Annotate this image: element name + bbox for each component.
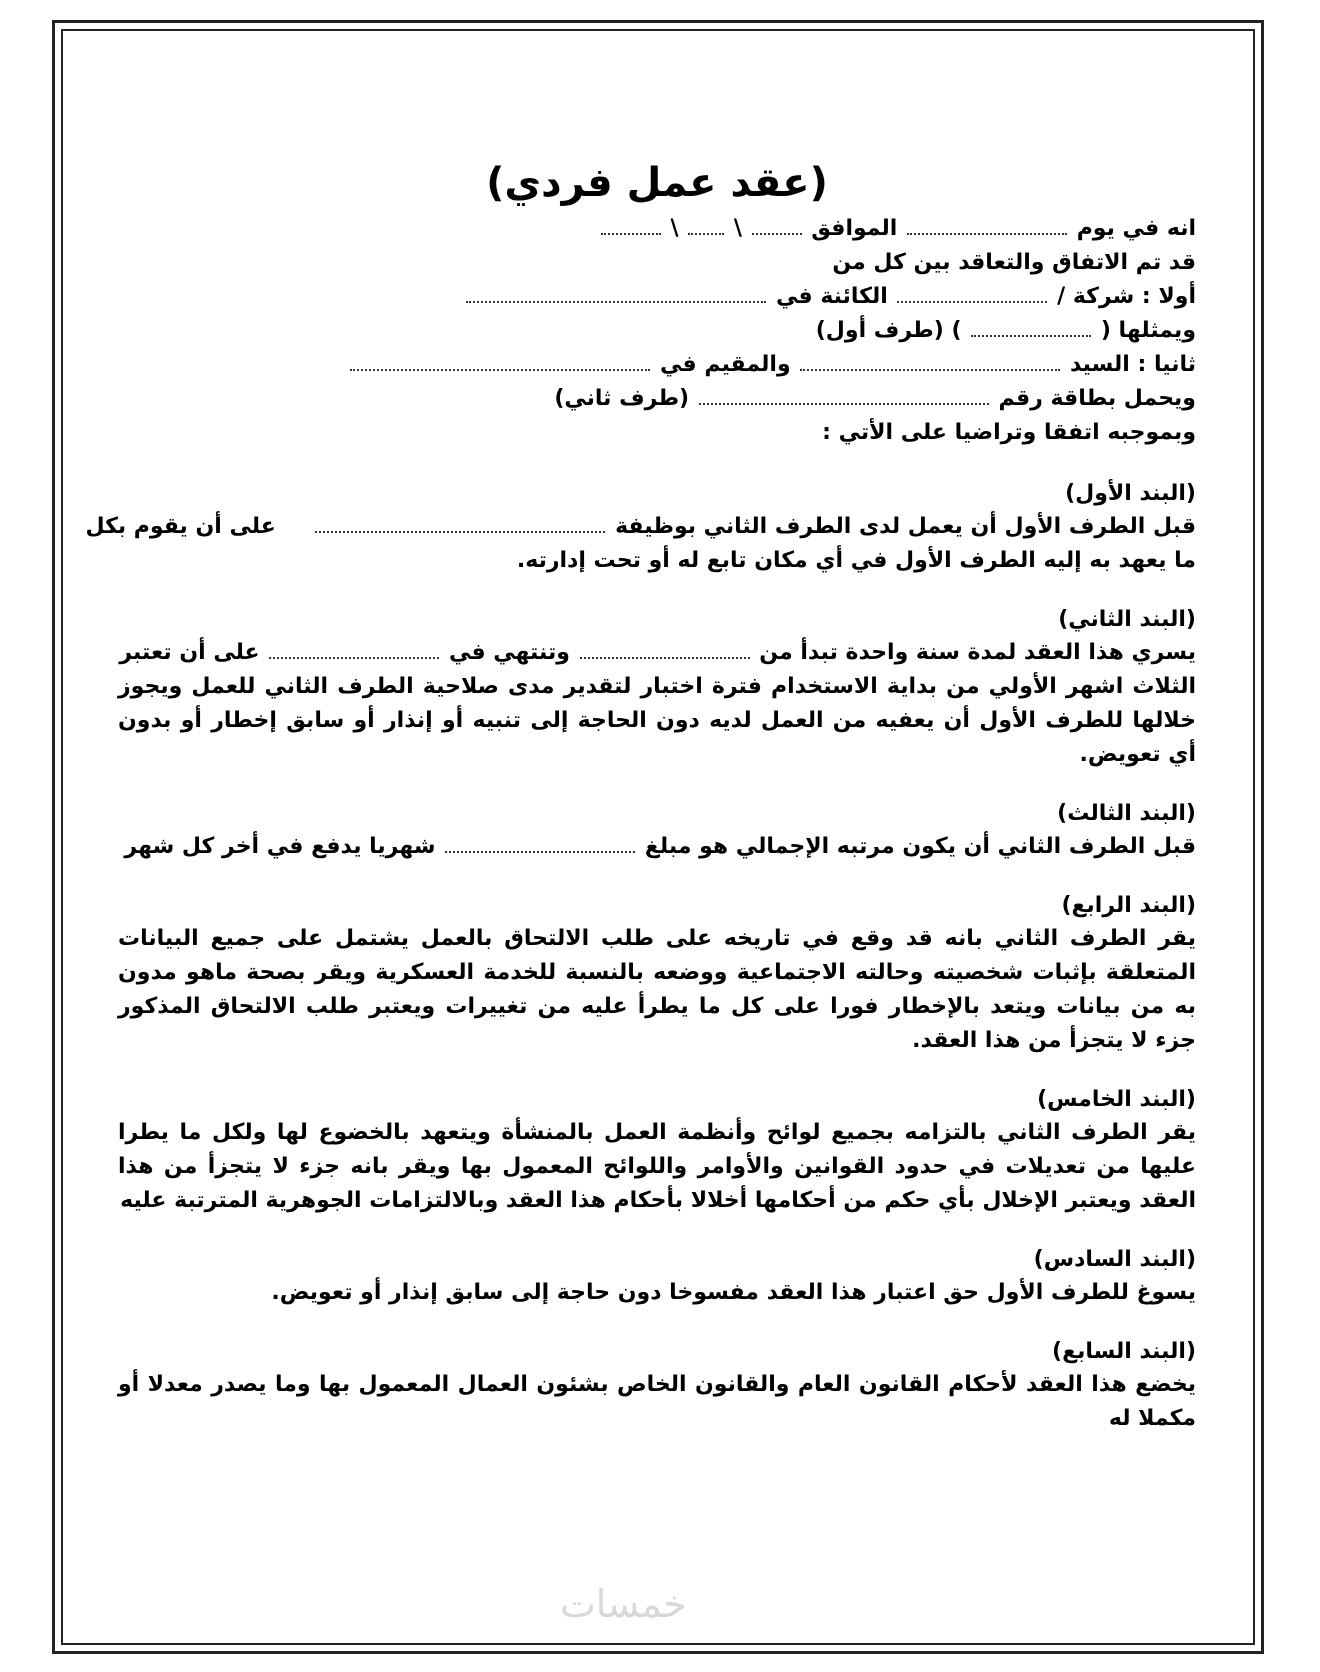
second-party-name-blank xyxy=(800,351,1060,371)
id-card-label: ويحمل بطاقة رقم xyxy=(998,386,1196,411)
clause-1-text-b: على أن يقوم بكل xyxy=(85,514,276,539)
watermark-logo: خمسات xyxy=(560,1582,687,1626)
clause-4-heading: (البند الرابع) xyxy=(1061,893,1196,918)
representative-label: ويمثلها ( xyxy=(1100,318,1196,343)
id-number-blank xyxy=(699,385,989,405)
clause-2-text-a: يسري هذا العقد لمدة سنة واحدة تبدأ من xyxy=(759,640,1196,665)
clause-3-line-1 xyxy=(118,830,1196,864)
clause-4 xyxy=(118,890,1196,1058)
clause-3 xyxy=(118,798,1196,864)
clause-1-line-2: ما يعهد به إليه الطرف الأول في أي مكان تابع له أو تحت إدارته. xyxy=(516,548,1196,573)
first-party-company-label: أولا : شركة / xyxy=(1057,284,1196,309)
company-location-blank xyxy=(466,283,766,303)
day-blank xyxy=(907,215,1067,235)
intro-agreed-line: وبموجبه اتفقا وتراضيا على الأتي : xyxy=(822,420,1196,445)
salary-blank xyxy=(445,833,635,853)
clause-1-heading: (البند الأول) xyxy=(1065,481,1196,506)
clause-6-heading: (البند السادس) xyxy=(1033,1247,1196,1272)
company-name-blank xyxy=(897,283,1047,303)
first-party-tag: ) (طرف أول) xyxy=(815,318,962,343)
intro-date-line xyxy=(118,212,1196,246)
clause-5-heading: (البند الخامس) xyxy=(1037,1087,1196,1112)
clause-3-text-b: شهريا يدفع في أخر كل شهر xyxy=(124,834,436,859)
clause-6-body: يسوغ للطرف الأول حق اعتبار هذا العقد مفسوخا دون حاجة إلى سابق إنذار أو تعويض. xyxy=(271,1280,1196,1305)
clause-3-text-a: قبل الطرف الثاني أن يكون مرتبه الإجمالي هو مبلغ xyxy=(644,834,1196,859)
clause-3-heading: (البند الثالث) xyxy=(1057,801,1196,826)
intro-second-party-line xyxy=(118,348,1196,382)
clause-2-text-b: وتنتهي في xyxy=(448,640,570,665)
clause-2-heading: (البند الثاني) xyxy=(1058,607,1196,632)
intro-agreement-line: قد تم الاتفاق والتعاقد بين كل من xyxy=(832,250,1196,275)
date-day-blank xyxy=(752,215,802,235)
intro-corresponding-label: الموافق xyxy=(811,216,898,241)
company-located-label: الكائنة في xyxy=(776,284,888,309)
clause-2 xyxy=(118,604,1196,772)
intro-first-party-line xyxy=(118,280,1196,314)
representative-blank xyxy=(971,317,1091,337)
clause-7-body: يخضع هذا العقد لأحكام القانون العام والقانون الخاص بشئون العمال المعمول بها وما يصدر معدلا أو مكملا له xyxy=(118,1372,1196,1431)
date-year-blank xyxy=(601,215,661,235)
clause-1-line-1 xyxy=(85,510,1196,544)
clause-4-body: يقر الطرف الثاني بانه قد وقع في تاريخه على طلب الالتحاق بالعمل يشتمل على جميع البيانات المتعلقة بإثبات شخصيته وحالته الاجتماعية ووضعه بالنسبة للخدمة العسكرية ويقر بصحة ماهو مدون به من بيانات ويتعد بالإخطار فورا على كل ما يطرأ عليه من تغييرات ويعتبر طلب الالتحاق المذكور جزء لا يتجزأ من هذا العقد. xyxy=(118,926,1196,1053)
resident-address-blank xyxy=(350,351,650,371)
intro-day-label: انه في يوم xyxy=(1076,216,1196,241)
clause-1-text-a: قبل الطرف الأول أن يعمل لدى الطرف الثاني بوظيفة xyxy=(615,514,1196,539)
intro-representative-line xyxy=(118,314,1196,348)
date-separator-2: \ xyxy=(670,216,679,241)
date-separator-1: \ xyxy=(733,216,742,241)
clause-1 xyxy=(85,478,1196,578)
resident-label: والمقيم في xyxy=(660,352,791,377)
clause-7-heading: (البند السابع) xyxy=(1052,1339,1196,1364)
contract-document xyxy=(85,160,1196,1436)
job-title-blank xyxy=(315,513,605,533)
end-date-blank xyxy=(269,639,439,659)
intro-id-line xyxy=(118,382,1196,416)
clause-5-body: يقر الطرف الثاني بالتزامه بجميع لوائح وأنظمة العمل بالمنشأة ويتعهد بالخضوع لها ولكل ما يطرا عليها من تعديلات في حدود القوانين والأوامر واللوائح المعمول بها ويقر بانه جزء لا يتجزأ من هذا العقد ويعتبر الإخلال بأي حكم من أحكامها أخلالا بأحكام هذا العقد وبالالتزامات الجوهرية المترتبة عليه xyxy=(118,1120,1196,1213)
second-party-tag: (طرف ثاني) xyxy=(554,386,690,411)
clause-7 xyxy=(118,1336,1196,1436)
document-title: (عقد عمل فردي) xyxy=(486,160,828,206)
second-party-label: ثانيا : السيد xyxy=(1069,352,1196,377)
clause-2-line-1 xyxy=(118,636,1196,670)
clause-2-text-c: على أن تعتبر xyxy=(119,640,260,665)
clause-6 xyxy=(118,1244,1196,1310)
start-date-blank xyxy=(580,639,750,659)
clause-2-body: الثلاث اشهر الأولي من بداية الاستخدام فترة اختبار لتقدير مدى صلاحية الطرف الثاني للعمل ويجوز خلالها للطرف الأول أن يعفيه من العمل لديه دون الحاجة إلى تنبيه أو إنذار أو سابق إخطار أو بدون أي تعويض. xyxy=(118,674,1196,767)
clause-5 xyxy=(118,1084,1196,1218)
date-month-blank xyxy=(688,215,724,235)
